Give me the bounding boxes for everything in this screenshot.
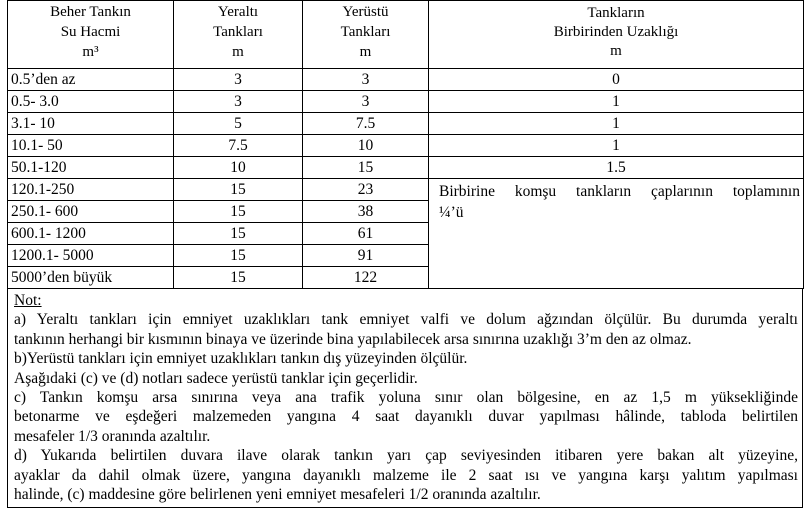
cell-aboveground: 3 — [303, 91, 429, 113]
cell-underground: 3 — [174, 69, 303, 91]
tank-distance-table — [7, 0, 804, 289]
cell-aboveground: 91 — [303, 245, 429, 267]
cell-underground: 3 — [174, 91, 303, 113]
cell-underground: 15 — [174, 223, 303, 245]
cell-underground: 7.5 — [174, 135, 303, 157]
merged-distance-line1: Birbirine komşu tankların çaplarının toplamının — [439, 183, 800, 200]
header-volume: Beher Tankın Su Hacmi m³ — [8, 1, 174, 69]
note-a — [14, 310, 798, 349]
cell-underground: 15 — [174, 245, 303, 267]
note-c-line3: mesafeler 1/3 oranında azaltılır. — [14, 427, 211, 445]
note-a-line1: a) Yeraltı tankları için emniyet uzaklıkları tank emniyet valfi ve dolum ağzından ölçülür. Bu durumda yeraltı — [14, 311, 798, 329]
header-distance: Tankların Birbirinden Uzaklığı m — [429, 1, 804, 69]
cell-volume: 1200.1- 5000 — [8, 245, 174, 267]
cell-volume: 5000’den büyük — [8, 267, 174, 289]
note-d — [14, 446, 798, 504]
cell-distance: 0 — [429, 69, 804, 91]
note-d-line3: halinde, (c) maddesine göre belirlenen yeni emniyet mesafeleri 1/2 oranında azaltılır. — [14, 486, 541, 504]
table-row — [8, 69, 804, 91]
cell-aboveground: 3 — [303, 69, 429, 91]
cell-aboveground: 7.5 — [303, 113, 429, 135]
cell-volume: 50.1-120 — [8, 157, 174, 179]
table-row — [8, 91, 804, 113]
cell-volume: 0.5- 3.0 — [8, 91, 174, 113]
merged-distance-cell — [429, 179, 804, 289]
note-c — [14, 388, 798, 446]
table-row — [8, 113, 804, 135]
cell-underground: 10 — [174, 157, 303, 179]
note-d-line2: ayaklar da dahil olmak üzere, yangına dayanıklı malzeme ile 2 saat ısı ve yangına karşı yalıtım yapılması — [14, 466, 798, 484]
cell-underground: 15 — [174, 179, 303, 201]
cell-aboveground: 61 — [303, 223, 429, 245]
note-d-line1: d) Yukarıda belirtilen duvara ilave olarak tankın yarı çap seviyesinden itibaren yere bakan alt yüzeyine, — [14, 447, 798, 465]
cell-volume: 250.1- 600 — [8, 201, 174, 223]
cell-volume: 120.1-250 — [8, 179, 174, 201]
merged-distance-line2: ¼’ü — [439, 204, 464, 221]
cell-aboveground: 15 — [303, 157, 429, 179]
document-page — [7, 0, 803, 521]
header-aboveground: Yerüstü Tankları m — [303, 1, 429, 69]
cell-volume: 3.1- 10 — [8, 113, 174, 135]
cell-underground: 15 — [174, 267, 303, 289]
cell-aboveground: 23 — [303, 179, 429, 201]
cell-aboveground: 38 — [303, 201, 429, 223]
notes-title: Not: — [14, 292, 42, 309]
cell-distance: 1.5 — [429, 157, 804, 179]
cell-volume: 0.5’den az — [8, 69, 174, 91]
cell-distance: 1 — [429, 91, 804, 113]
note-a-line2: tankının herhangi bir kısmının binaya ve üzerinde bina yapılabilecek arsa sınırına uzaklığı 3’m den az olmaz. — [14, 330, 692, 348]
note-cd-intro: Aşağıdaki (c) ve (d) notları sadece yerüstü tanklar için geçerlidir. — [14, 369, 418, 387]
note-c-line2: betonarme ve eşdeğeri malzemeden yangına 4 saat dayanıklı duvar yapılması hâlinde, tabloda belirtilen — [14, 408, 798, 426]
header-underground: Yeraltı Tankları m — [174, 1, 303, 69]
note-b: b)Yerüstü tankları için emniyet uzaklıkları tankın dış yüzeyinden ölçülür. — [14, 350, 468, 368]
table-row — [8, 135, 804, 157]
cell-volume: 10.1- 50 — [8, 135, 174, 157]
cell-distance: 1 — [429, 113, 804, 135]
cell-aboveground: 10 — [303, 135, 429, 157]
cell-distance: 1 — [429, 135, 804, 157]
table-row — [8, 179, 804, 201]
cell-underground: 5 — [174, 113, 303, 135]
cell-volume: 600.1- 1200 — [8, 223, 174, 245]
note-c-line1: c) Tankın komşu arsa sınırına veya ana trafik yoluna sınır olan bölgesine, en az 1,5 m yüksekliğinde — [14, 389, 798, 407]
cell-underground: 15 — [174, 201, 303, 223]
cell-aboveground: 122 — [303, 267, 429, 289]
table-header-row — [8, 1, 804, 69]
notes-box — [7, 289, 803, 508]
table-row — [8, 157, 804, 179]
